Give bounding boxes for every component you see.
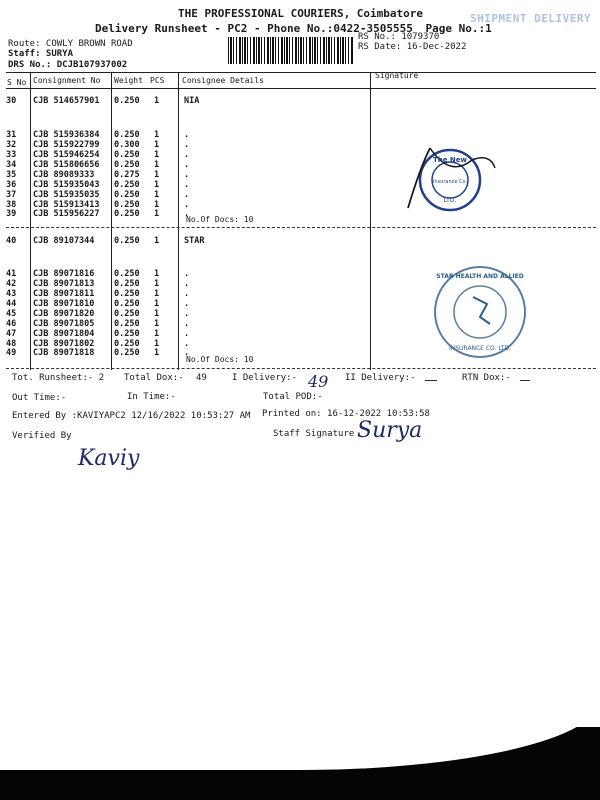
ii-delivery-label: II Delivery:- <box>345 373 416 383</box>
table-header-border <box>6 88 596 89</box>
stamp2-line2: INSURANCE CO. LTD. <box>448 345 512 352</box>
barcode-image <box>228 37 353 64</box>
col-divider-consignee <box>370 72 371 370</box>
table-bottom-divider <box>6 368 596 369</box>
rtn-dox-label: RTN Dox:- <box>462 373 511 383</box>
header-consignment: Consignment No <box>33 76 101 85</box>
header-pcs: PCS <box>150 76 165 85</box>
i-delivery-label: I Delivery:- <box>232 373 298 383</box>
page-number: Page No.:1 <box>425 22 492 35</box>
verified-by-label: Verified By <box>12 431 72 441</box>
drs-number: DRS No.: DCJB107937002 <box>8 60 128 70</box>
rs-date: RS Date: 16-Dec-2022 <box>358 42 467 52</box>
company-title: THE PROFESSIONAL COURIERS, Coimbatore <box>178 7 424 20</box>
total-pod-label: Total POD:- <box>263 392 323 402</box>
rs-number: RS No.: 1079370 <box>358 32 440 42</box>
staff-label: Staff: SURYA <box>8 49 74 59</box>
in-time-label: In Time:- <box>127 392 176 402</box>
runsheet-title-text: Delivery Runsheet - PC2 - Phone No.:0422-3505555 <box>95 22 413 35</box>
docs-count-group2: No.Of Docs: 10 <box>186 355 254 364</box>
stamp1-line2: Insurance Co. <box>432 179 468 185</box>
header-weight: Weight <box>114 76 143 85</box>
header-sno: S No <box>7 78 27 87</box>
stamp1-line1: The New <box>432 156 468 164</box>
ii-delivery-dash <box>425 380 437 381</box>
group-divider <box>6 227 596 228</box>
col-divider-pcs <box>178 72 179 370</box>
route-label: Route: COWLY BROWN ROAD <box>8 39 133 49</box>
stamp2-line1: STAR HEALTH AND ALLIED <box>436 273 524 280</box>
total-runsheet: Tot. Runsheet:- 2 <box>12 373 105 383</box>
staff-signature: Surya <box>357 418 423 443</box>
rtn-dox-dash <box>520 380 530 381</box>
star-health-stamp-icon <box>425 262 535 362</box>
verifier-signature: Kaviy <box>78 446 140 471</box>
out-time-label: Out Time:- <box>12 393 67 403</box>
total-dox-label: Total Dox:- <box>124 373 184 383</box>
col-divider-cno <box>111 72 112 370</box>
stamp1-line3: LTD. <box>443 197 457 204</box>
total-dox-value: 49 <box>196 373 207 383</box>
header-signature: Signature <box>375 71 419 80</box>
entered-by: Entered By :KAVIYAPC2 12/16/2022 10:53:27 AM <box>12 411 251 421</box>
header-consignee: Consignee Details <box>182 76 264 85</box>
shipment-delivery-watermark: SHIPMENT DELIVERY <box>470 12 592 25</box>
insurance-stamp-icon <box>400 138 500 218</box>
col-divider-sno <box>30 72 31 370</box>
table-top-border <box>6 72 596 73</box>
printed-on: Printed on: 16-12-2022 10:53:58 <box>262 409 430 419</box>
docs-count-group1: No.Of Docs: 10 <box>186 215 254 224</box>
i-delivery-handwritten: 49 <box>308 372 329 391</box>
staff-signature-label: Staff Signature <box>273 429 355 439</box>
